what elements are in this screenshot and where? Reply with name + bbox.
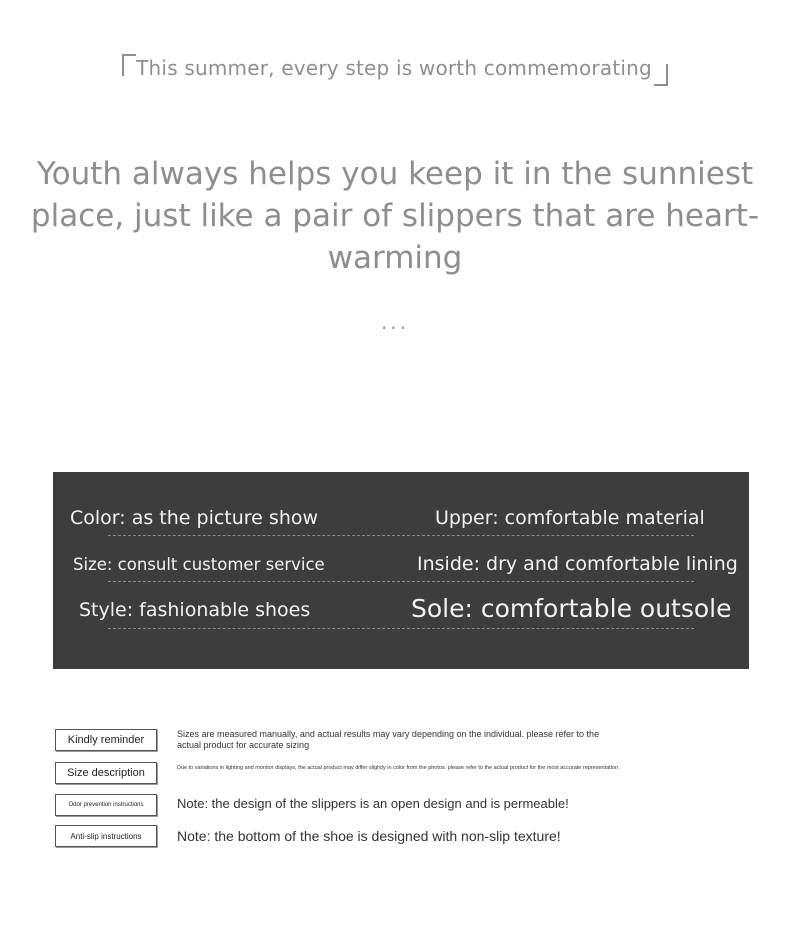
tagline-text: This summer, every step is worth commemorating (136, 56, 652, 80)
ellipsis-dots: ... (380, 310, 410, 334)
spec-divider (108, 628, 694, 629)
tagline (122, 52, 668, 86)
note-label: Size description (55, 762, 157, 784)
tagline-block (0, 52, 790, 86)
spec-style: Style: fashionable shoes (79, 599, 311, 621)
note-label: Odor prevention instructions (55, 794, 157, 816)
note-text: Due to variations in lighting and monitor displays, the actual product may differ slightly in color from the photos. please refer to the actual product for the most accurate representation (177, 765, 619, 771)
corner-bracket-bottom-right (654, 64, 668, 86)
spec-divider (108, 581, 694, 582)
spec-color: Color: as the picture show (70, 507, 319, 529)
note-text: Sizes are measured manually, and actual results may vary depending on the individual. please refer to the actual product for accurate sizing (177, 729, 600, 750)
spec-divider (108, 535, 694, 536)
note-text: Note: the design of the slippers is an open design and is permeable! (177, 796, 569, 811)
spec-sole: Sole: comfortable outsole (411, 594, 732, 623)
spec-upper: Upper: comfortable material (435, 507, 705, 529)
spec-panel (53, 472, 749, 669)
headline: Youth always helps you keep it in the sunniest place, just like a pair of slippers that are heart-warming (30, 156, 760, 276)
spec-inside: Inside: dry and comfortable lining (417, 553, 738, 575)
spec-size: Size: consult customer service (73, 555, 325, 574)
corner-bracket-top-left (122, 54, 136, 76)
note-text: Note: the bottom of the shoe is designed with non-slip texture! (177, 828, 561, 844)
note-label: Anti-slip instructions (55, 825, 157, 847)
note-label: Kindly reminder (55, 729, 157, 751)
